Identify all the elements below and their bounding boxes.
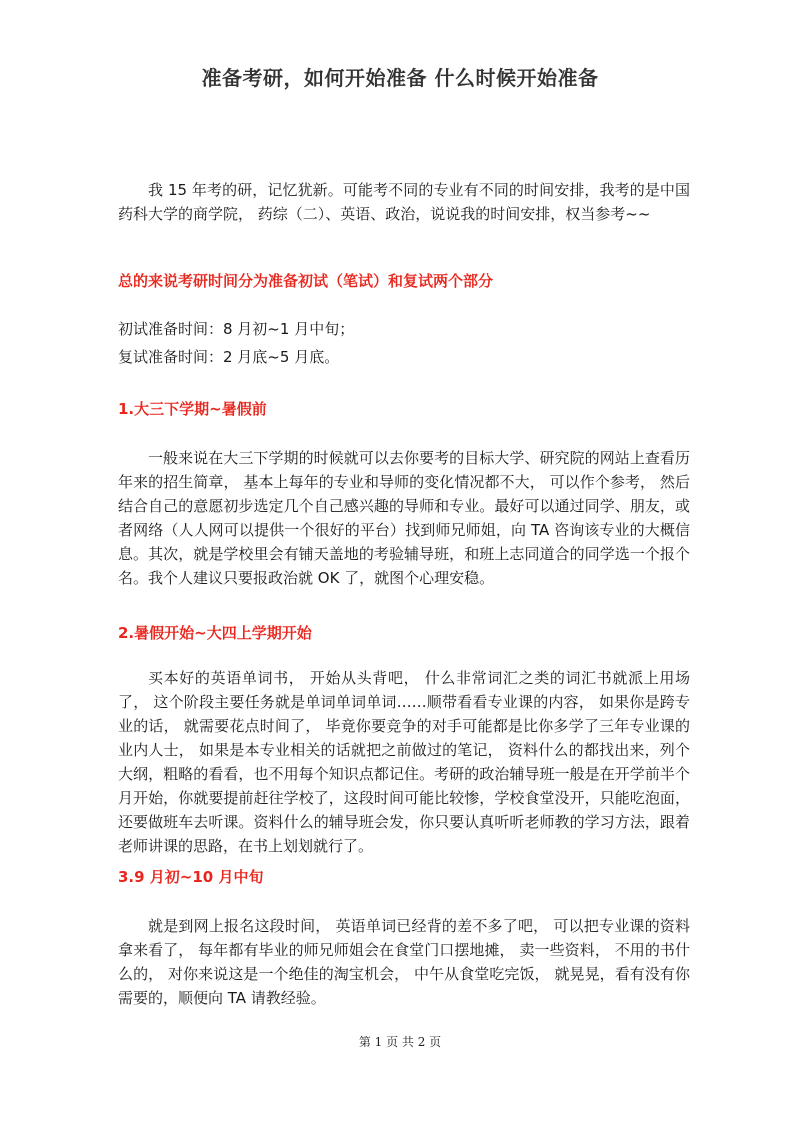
section-1-body: 一般来说在大三下学期的时候就可以去你要考的目标大学、研究院的网站上查看历年来的招生简章， 基本上每年的专业和导师的变化情况都不大， 可以作个参考， 然后结合自己的意愿初步选定几个自己感兴趣的导师和专业。最好可以通过同学、朋友，或者网络（人人网可以提供一个很好的平台）找到师兄师姐，向 TA 咨询该专业的大概信息。其次，就是学校里会有铺天盖地的考验辅导班，和班上志同道合的同学选一个报个名。我个人建议只要报政治就 OK 了，就图个心理安稳。: [118, 449, 690, 587]
section-3-body: 就是到网上报名这段时间， 英语单词已经背的差不多了吧， 可以把专业课的资料拿来看了， 每年都有毕业的师兄师姐会在食堂门口摆地摊， 卖一些资料， 不用的书什么的， 对你来说这是一个绝佳的淘宝机会， 中午从食堂吃完饭， 就晃晃，看有没有你需要的，顺便向 TA 请教经验。: [118, 917, 690, 1007]
prelim-time-line: 初试准备时间：8 月初~1 月中旬；: [118, 320, 355, 338]
page-footer: 第 1 页 共 2 页: [358, 1035, 442, 1049]
retest-time-line: 复试准备时间：2 月底~5 月底。: [118, 348, 340, 366]
section-2-body: 买本好的英语单词书， 开始从头背吧， 什么非常词汇之类的词汇书就派上用场了， 这个阶段主要任务就是单词单词单词……顺带看看专业课的内容， 如果你是跨专业的话， 就需要花点时间了， 毕竟你要竞争的对手可能都是比你多学了三年专业课的业内人士， 如果是本专业相关的话就把之前做过的笔记， 资料什么的都找出来，列个大纲，粗略的看看，也不用每个知识点都记住。考研的政治辅导班一般是在开学前半个月开始，你就要提前赶往学校了，这段时间可能比较惨，学校食堂没开，只能吃泡面，还要做班车去听课。资料什么的辅导班会发，你只要认真听听老师教的学习方法，跟着老师讲课的思路，在书上划划就行了。: [118, 669, 690, 855]
summary-heading: 总的来说考研时间分为准备初试（笔试）和复试两个部分: [118, 272, 494, 290]
document-title: 准备考研，如何开始准备 什么时候开始准备: [201, 66, 599, 90]
section-1-heading: 1.大三下学期~暑假前: [118, 400, 267, 418]
section-2-heading: 2.暑假开始~大四上学期开始: [118, 624, 312, 642]
section-3-heading: 3.9 月初~10 月中旬: [118, 868, 264, 886]
intro-paragraph: 我 15 年考的研，记忆犹新。可能考不同的专业有不同的时间安排，我考的是中国药科大学的商学院， 药综（二）、英语、政治，说说我的时间安排，权当参考~~: [118, 181, 690, 223]
